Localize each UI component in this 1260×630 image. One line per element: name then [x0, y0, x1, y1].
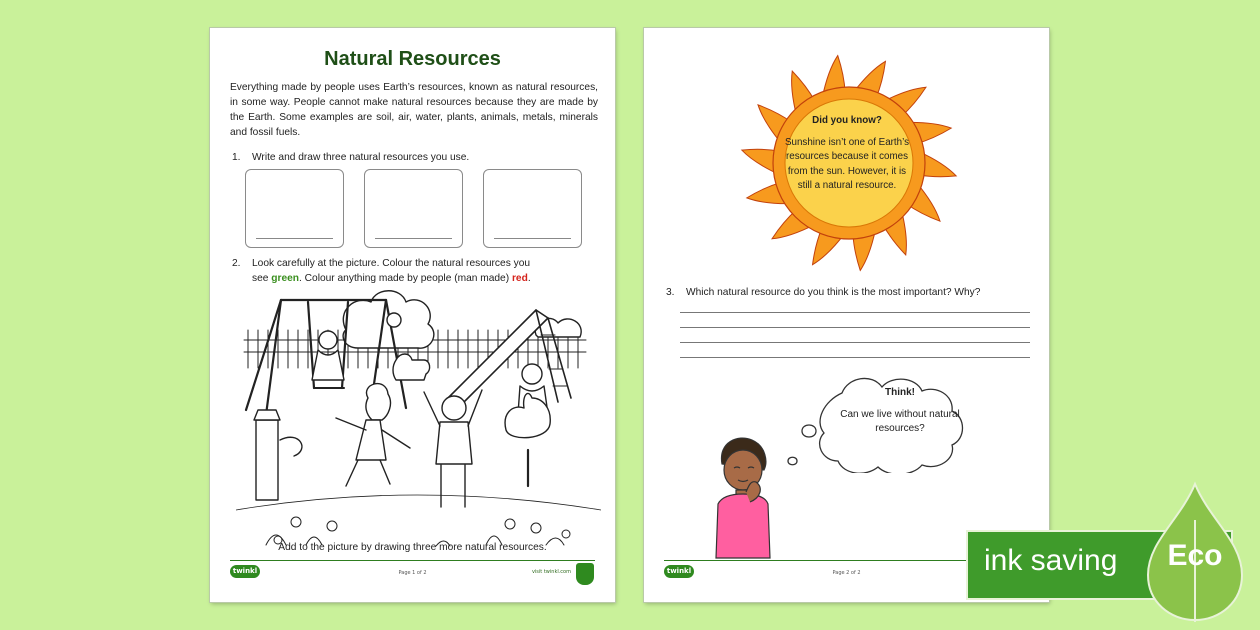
question-2-line-2a: see: [252, 273, 272, 284]
flowers: [236, 495, 601, 546]
page-number: Page 2 of 2: [832, 570, 861, 576]
page-number: Page 1 of 2: [398, 570, 427, 576]
answer-line: [375, 238, 452, 239]
eco-label: Eco: [1167, 539, 1223, 572]
twinkl-logo: twinkl: [664, 565, 694, 578]
page-title: Natural Resources: [324, 48, 501, 70]
intro-paragraph: Everything made by people uses Earth’s resources, known as natural resources, in some way. People cannot make natural resources because they are made by the Earth. Some examples are soil, air, water, plants, animals, metals, minerals and fossil fuels.: [230, 82, 598, 138]
did-you-know-title: Did you know?: [812, 115, 882, 126]
boy-waving: [424, 390, 482, 507]
child-on-rocking-rabbit: [505, 364, 550, 486]
footer-rule: [230, 560, 595, 561]
answer-line: [494, 238, 571, 239]
add-drawing-instruction: Add to the picture by drawing three more natural resources.: [278, 542, 547, 553]
think-panel: [839, 386, 961, 436]
twinkl-logo: twinkl: [230, 565, 260, 578]
girl-running: [336, 384, 410, 486]
question-3-number: 3.: [666, 287, 675, 298]
question-2-line-2b: . Colour anything made by people (man made): [299, 273, 512, 284]
ink-saving-label: ink saving: [984, 544, 1118, 577]
answer-box-1[interactable]: [245, 169, 344, 248]
quality-badge-icon: [576, 563, 594, 585]
question-3-text: Which natural resource do you think is the most important? Why?: [686, 287, 981, 298]
question-2: [232, 256, 592, 290]
writing-line-1[interactable]: [680, 312, 1030, 313]
balloon: [387, 313, 401, 327]
question-1-number: 1.: [232, 152, 241, 163]
writing-line-4[interactable]: [680, 357, 1030, 358]
water-fountain: [254, 410, 302, 500]
question-1: [232, 150, 592, 168]
answer-box-2[interactable]: [364, 169, 463, 248]
writing-line-2[interactable]: [680, 327, 1030, 328]
writing-line-3[interactable]: [680, 342, 1030, 343]
think-text: Can we live without natural resources?: [840, 409, 960, 434]
think-title: Think!: [885, 387, 915, 398]
green-word: green: [271, 273, 300, 284]
playground-illustration[interactable]: [236, 290, 601, 548]
dog: [393, 354, 430, 380]
visit-link[interactable]: visit twinkl.com: [531, 569, 571, 575]
question-2-text: [252, 256, 531, 286]
did-you-know-panel: [783, 114, 911, 193]
question-3: [666, 285, 1036, 303]
question-2-line-2c: .: [527, 273, 531, 284]
worksheet-page-2: [644, 28, 1049, 602]
question-1-text: Write and draw three natural resources you use.: [252, 152, 470, 163]
question-2-line-1: Look carefully at the picture. Colour the natural resources you: [252, 258, 531, 269]
thinking-child-illustration: [708, 434, 778, 560]
did-you-know-text: Sunshine isn’t one of Earth’s resources because it comes from the sun. However, it is still a natural resource.: [785, 137, 909, 191]
red-word: red: [511, 273, 528, 284]
worksheet-page-1: [210, 28, 615, 602]
answer-box-3[interactable]: [483, 169, 582, 248]
question-2-number: 2.: [232, 258, 241, 269]
answer-line: [256, 238, 333, 239]
